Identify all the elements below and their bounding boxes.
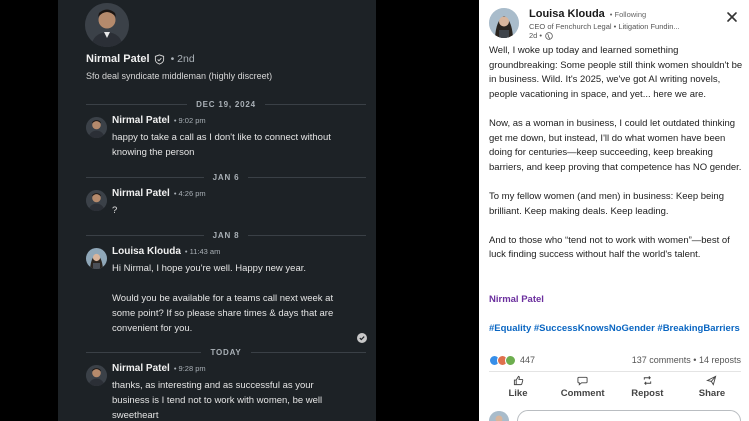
profile-headline: Sfo deal syndicate middleman (highly discreet) [86, 71, 273, 81]
sender-avatar[interactable] [86, 190, 107, 211]
message-sender[interactable]: Nirmal Patel [112, 115, 170, 126]
post-author-avatar[interactable] [489, 8, 519, 38]
post-panel [479, 0, 749, 421]
message-body: ? [112, 205, 118, 216]
left-background [0, 0, 58, 421]
post-paragraph: To my fellow women (and men) in business: Keep being brilliant. Keep making deals. Keep leading. [489, 190, 724, 217]
chat-panel [58, 0, 376, 421]
message-time: • 4:26 pm [173, 189, 206, 198]
message-body: Hi Nirmal, I hope you're well. Happy new year. Would you be available for a teams call next week at some point? If so please share times & days that are convenient for you. [112, 263, 334, 334]
social-counts [489, 353, 741, 367]
message-body: happy to take a call as I don't like to connect without knowing the person [112, 132, 331, 158]
message-sender[interactable]: Louisa Klouda [112, 246, 181, 257]
message-time: • 9:02 pm [173, 116, 206, 125]
comment-input[interactable] [517, 410, 741, 421]
reactions-count[interactable]: 447 [520, 355, 536, 365]
current-user-avatar[interactable] [489, 411, 509, 421]
verified-shield-icon [154, 54, 165, 65]
message-time: • 11:43 am [184, 247, 221, 256]
date-separator: JAN 6 [86, 171, 366, 183]
profile-name-row [86, 53, 195, 65]
post-paragraph: And to those who “tend not to work with women”—best of luck finding success without half the world's talent. [489, 234, 730, 261]
hashtags[interactable]: #Equality #SuccessKnowsNoGender #BreakingBarriers [489, 323, 740, 334]
post-time: 2d • [529, 31, 543, 40]
date-separator: JAN 8 [86, 229, 366, 241]
comment-icon [577, 375, 588, 386]
globe-icon [545, 32, 553, 40]
connection-degree: • 2nd [170, 53, 195, 65]
post-paragraph: Well, I woke up today and learned something groundbreaking: Some people still think women shouldn't be in business. Wild. It's 2025, we've got AI writing novels, people vacationing in space, and yet... here we are. [489, 45, 743, 100]
repost-button[interactable]: Repost [618, 375, 676, 399]
post-author-name[interactable]: Louisa Klouda [529, 8, 605, 20]
read-receipt-icon [357, 333, 367, 343]
share-button[interactable]: Share [683, 375, 741, 399]
mention-link[interactable]: Nirmal Patel [489, 294, 544, 305]
sender-avatar[interactable] [86, 117, 107, 138]
profile-name[interactable]: Nirmal Patel [86, 53, 150, 65]
message-sender[interactable]: Nirmal Patel [112, 188, 170, 199]
divider [489, 371, 741, 372]
support-reaction-icon [505, 355, 516, 366]
comments-reposts-count[interactable]: 137 comments • 14 reposts [631, 355, 741, 365]
sender-avatar[interactable] [86, 248, 107, 269]
date-separator: DEC 19, 2024 [86, 98, 366, 110]
date-separator: TODAY [86, 346, 366, 358]
repost-icon [642, 375, 653, 386]
post-author-subtitle: CEO of Fenchurch Legal • Litigation Fundin... [529, 22, 680, 31]
sender-avatar[interactable] [86, 365, 107, 386]
send-icon [706, 375, 717, 386]
center-background [376, 0, 479, 421]
post-author-row [529, 8, 646, 20]
close-icon[interactable] [726, 11, 738, 23]
message-time: • 9:28 pm [173, 364, 206, 373]
post-actions [489, 375, 741, 399]
profile-avatar[interactable] [85, 3, 129, 47]
post-time-row [529, 31, 553, 40]
post-body [489, 44, 743, 263]
message-body: thanks, as interesting and as successful as your business is I tend not to work with women, be well sweetheart [112, 380, 323, 421]
message-sender[interactable]: Nirmal Patel [112, 363, 170, 374]
thumbs-up-icon [513, 375, 524, 386]
reaction-icons[interactable] [489, 355, 513, 366]
follow-status: • Following [609, 9, 647, 19]
post-paragraph: Now, as a woman in business, I could let outdated thinking get me down, but instead, I'll do what women have been doing for centuries—keep succeeding, keep breaking barriers, and keep proving that competence has NO gender. [489, 117, 742, 173]
comment-button[interactable]: Comment [554, 375, 612, 399]
like-button[interactable]: Like [489, 375, 547, 399]
